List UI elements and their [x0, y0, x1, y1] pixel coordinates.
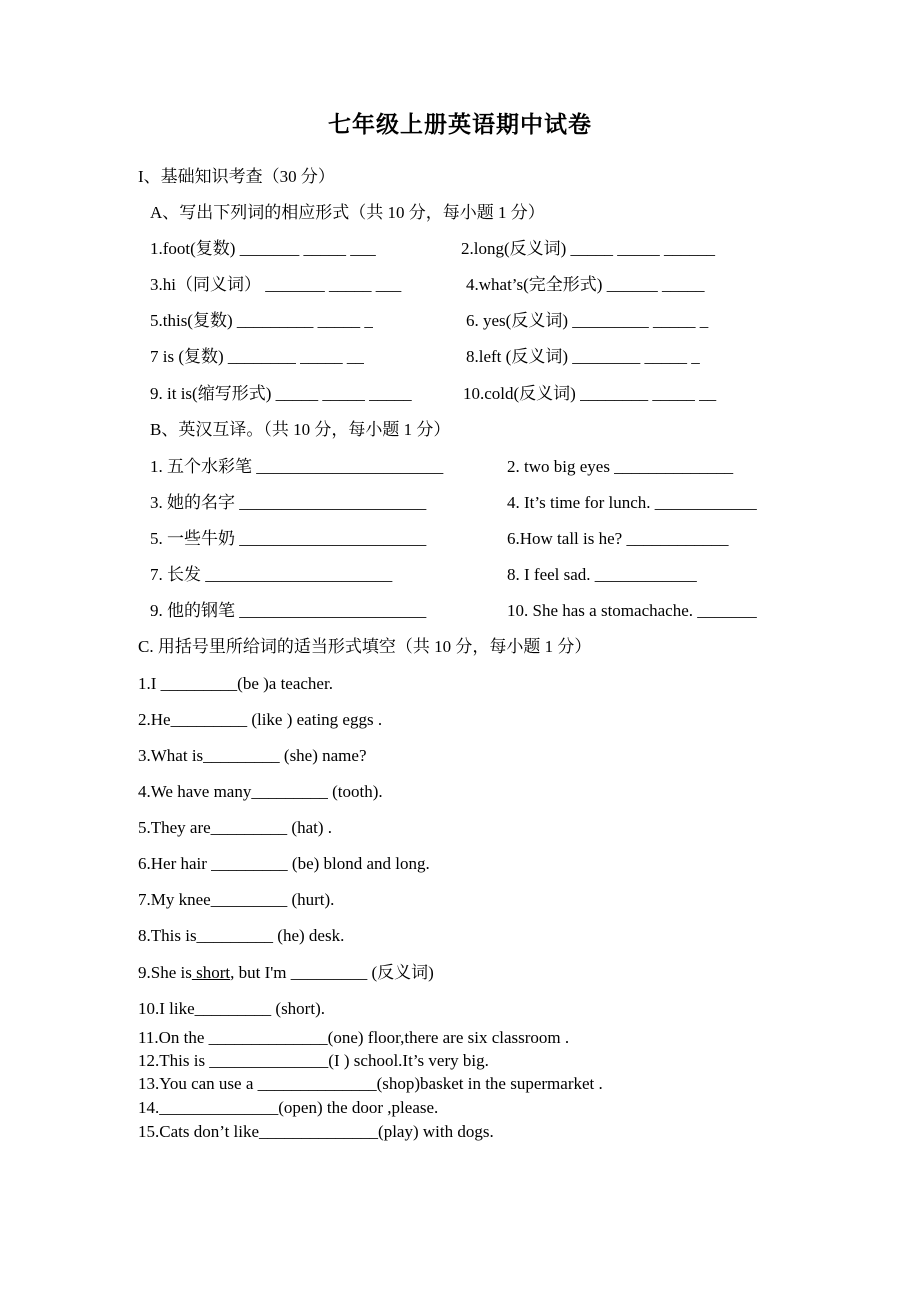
- extra-item-15: 15.Cats don’t like______________(play) with dogs.: [138, 1122, 494, 1141]
- part-b-item-6: 6.How tall is he? ____________: [507, 529, 729, 548]
- part-a-item-8: 8.left (反义词) ________ _____ _: [466, 347, 700, 366]
- part-c-item-9: [138, 962, 434, 984]
- part-b-item-7: 7. 长发 ______________________: [150, 565, 393, 584]
- part-b-item-5: 5. 一些牛奶 ______________________: [150, 529, 427, 548]
- extra-item-12: 12.This is ______________(I ) school.It’s very big.: [138, 1051, 489, 1070]
- part-c-item-3: 3.What is_________ (she) name?: [138, 746, 367, 765]
- section-heading: I、基础知识考查（30 分）: [138, 167, 335, 186]
- item-9-suffix: , but I'm _________ (反义词): [230, 963, 434, 982]
- part-c-item-2: 2.He_________ (like ) eating eggs .: [138, 710, 383, 729]
- part-a-item-2: 2.long(反义词) _____ _____ ______: [461, 239, 716, 258]
- part-a-item-7: 7 is (复数) ________ _____ __: [150, 347, 364, 366]
- part-a-item-4: 4.what’s(完全形式) ______ _____: [466, 275, 705, 294]
- part-a-heading: A、写出下列词的相应形式（共 10 分，每小题 1 分）: [150, 203, 545, 222]
- part-c-item-6: 6.Her hair _________ (be) blond and long.: [138, 854, 430, 873]
- part-b-item-4: 4. It’s time for lunch. ____________: [507, 493, 757, 512]
- part-c-item-8: 8.This is_________ (he) desk.: [138, 926, 345, 945]
- part-c-item-5: 5.They are_________ (hat) .: [138, 818, 333, 837]
- part-a-item-5: 5.this(复数) _________ _____ _: [150, 311, 373, 330]
- part-b-item-2: 2. two big eyes ______________: [507, 457, 734, 476]
- part-c-item-7: 7.My knee_________ (hurt).: [138, 890, 335, 909]
- item-9-underlined-word: short: [191, 963, 231, 982]
- part-b-item-1: 1. 五个水彩笔 ______________________: [150, 457, 444, 476]
- page-title: 七年级上册英语期中试卷: [328, 112, 592, 137]
- part-c-item-4: 4.We have many_________ (tooth).: [138, 782, 383, 801]
- item-9-prefix: 9.She is: [138, 963, 192, 982]
- part-b-heading: B、英汉互译。（共 10 分，每小题 1 分）: [150, 420, 451, 439]
- part-a-item-3: 3.hi（同义词） _______ _____ ___: [150, 275, 402, 294]
- part-b-item-3: 3. 她的名字 ______________________: [150, 493, 427, 512]
- part-c-item-10: 10.I like_________ (short).: [138, 999, 325, 1018]
- extra-item-11: 11.On the ______________(one) floor,there are six classroom .: [138, 1028, 570, 1047]
- part-c-heading: C. 用括号里所给词的适当形式填空（共 10 分，每小题 1 分）: [138, 637, 592, 656]
- part-b-item-10: 10. She has a stomachache. _______: [507, 601, 757, 620]
- extra-item-14: 14.______________(open) the door ,please.: [138, 1098, 439, 1117]
- part-a-item-1: 1.foot(复数) _______ _____ ___: [150, 239, 376, 258]
- part-a-item-9: 9. it is(缩写形式) _____ _____ _____: [150, 384, 412, 403]
- part-b-item-8: 8. I feel sad. ____________: [507, 565, 697, 584]
- part-b-item-9: 9. 他的钢笔 ______________________: [150, 601, 427, 620]
- part-a-item-6: 6. yes(反义词) _________ _____ _: [466, 311, 709, 330]
- extra-item-13: 13.You can use a ______________(shop)basket in the supermarket .: [138, 1074, 603, 1093]
- part-a-item-10: 10.cold(反义词) ________ _____ __: [463, 384, 717, 403]
- part-c-item-1: 1.I _________(be )a teacher.: [138, 674, 333, 693]
